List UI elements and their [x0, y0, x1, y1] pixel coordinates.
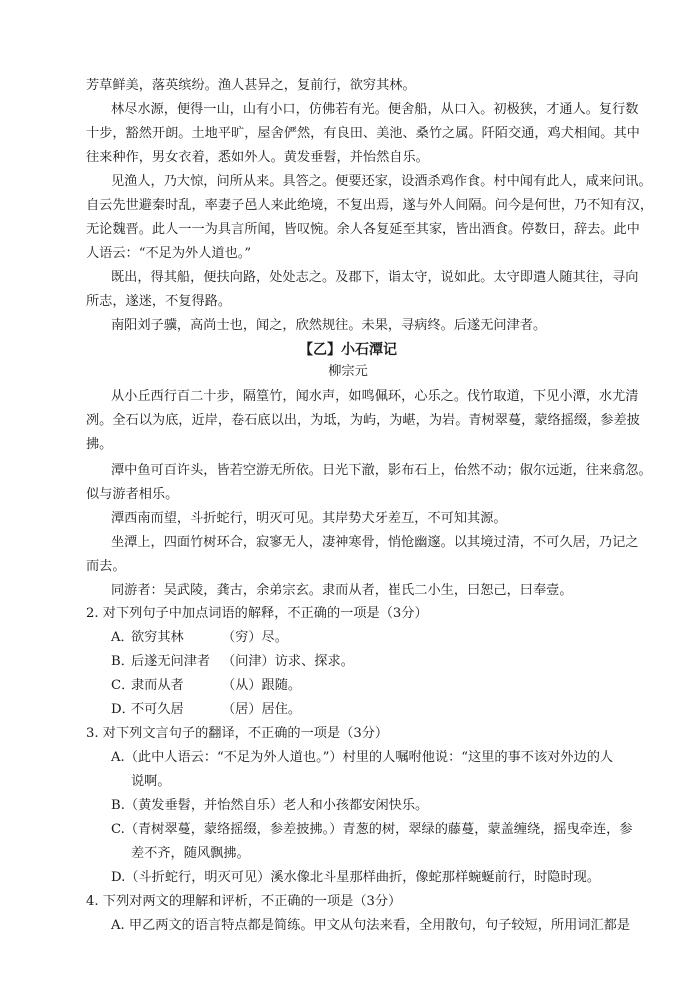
question-3-option-d: D.（斗折蛇行，明灭可见）溪水像北斗星那样曲折，像蛇那样蜿蜒前行，时隐时现。	[111, 870, 601, 885]
question-3-option-b: B.（黄发垂髫，并怡然自乐）老人和小孩都安闲快乐。	[111, 798, 429, 813]
question-4-stem: 4. 下列对两文的理解和评析，不正确的一项是（3分）	[86, 894, 402, 909]
question-3-option-c-cont: 差不齐，随风飘拂。	[131, 846, 250, 861]
question-3-stem: 3. 对下列文言句子的翻译，不正确的一项是（3分）	[86, 726, 389, 741]
question-3-option-a: A.（此中人语云：“不足为外人道也。”）村里的人嘱咐他说：“这里的事不该对外边的人	[111, 750, 614, 765]
passage-b-line: 从小丘西行百二十步，隔篁竹，闻水声，如鸣佩环，心乐之。伐竹取道，下见小潭，水尤清	[111, 389, 639, 404]
passage-b-line: 潭西南而望，斗折蛇行，明灭可见。其岸势犬牙差互，不可知其源。	[111, 511, 507, 526]
question-3-option-a-cont: 说啊。	[131, 774, 171, 789]
passage-b-line: 潭中鱼可百许头，皆若空游无所依。日光下澈，影布石上，佁然不动；俶尔远逝，往来翕忽。	[111, 463, 652, 478]
passage-b-line: 而去。	[86, 559, 126, 574]
passage-b-line: 冽。全石以为底，近岸，卷石底以出，为坻，为屿，为嵁，为岩。青树翠蔓，蒙络摇缀，参差披	[86, 413, 640, 428]
question-2-stem: 2. 对下列句子中加点词语的解释，不正确的一项是（3分）	[86, 606, 428, 621]
passage-b-line: 拂。	[86, 437, 113, 452]
passage-a-line: 十步，豁然开朗。土地平旷，屋舍俨然，有良田、美池、桑竹之属。阡陌交通，鸡犬相闻。其中	[86, 126, 640, 141]
passage-b-author: 柳宗元	[328, 364, 368, 379]
question-4-option-a: A. 甲乙两文的语言特点都是简练。甲文从句法来看，全用散句，句子较短，所用词汇都是	[111, 918, 631, 933]
passage-a-line: 林尽水源，便得一山，山有小口，仿佛若有光。便舍船，从口入。初极狭，才通人。复行数	[111, 102, 639, 117]
passage-a-line: 南阳刘子骥，高尚士也，闻之，欣然规往。未果，寻病终。后遂无问津者。	[111, 318, 547, 333]
passage-a-line: 人语云：“不足为外人道也。”	[86, 246, 252, 261]
question-2-option-d: D． 不可久居 （居）居住。	[111, 702, 302, 717]
passage-a-line: 既出，得其船，便扶向路，处处志之。及郡下，诣太守，说如此。太守即遣人随其往，寻向	[111, 270, 639, 285]
passage-a-line: 自云先世避秦时乱，率妻子邑人来此绝境，不复出焉，遂与外人间隔。问今是何世，乃不知有汉，	[86, 198, 654, 213]
passage-a-line: 所志，遂迷，不复得路。	[86, 294, 232, 309]
passage-b-title: 【乙】小石潭记	[299, 342, 397, 358]
passage-a-line: 见渔人，乃大惊，问所从来。具答之。便要还家，设酒杀鸡作食。村中闻有此人，咸来问讯。	[111, 174, 652, 189]
passage-a-line: 芳草鲜美，落英缤纷。渔人甚异之，复前行，欲穷其林。	[86, 78, 416, 93]
question-2-option-c: C． 隶而从者 （从）跟随。	[111, 678, 302, 693]
question-2-option-a: A． 欲穷其林 （穷）尽。	[111, 630, 288, 645]
question-2-option-b: B． 后遂无问津者 （问津）访求、探求。	[111, 654, 354, 669]
passage-b-line: 坐潭上，四面竹树环合，寂寥无人，凄神寒骨，悄怆幽邃。以其境过清，不可久居，乃记之	[111, 535, 639, 550]
question-3-option-c: C.（青树翠蔓，蒙络摇缀，参差披拂。）青葱的树，翠绿的藤蔓，蒙盖缠绕，摇曳牵连，参	[111, 822, 633, 837]
passage-a-line: 往来种作，男女衣着，悉如外人。黄发垂髫，并怡然自乐。	[86, 150, 429, 165]
passage-b-line: 同游者：吴武陵，龚古，余弟宗玄。隶而从者，崔氏二小生，曰恕己，曰奉壹。	[111, 583, 573, 598]
passage-a-line: 无论魏晋。此人一一为具言所闻，皆叹惋。余人各复延至其家，皆出酒食。停数日，辞去。此中	[86, 222, 640, 237]
passage-b-line: 似与游者相乐。	[86, 487, 179, 502]
